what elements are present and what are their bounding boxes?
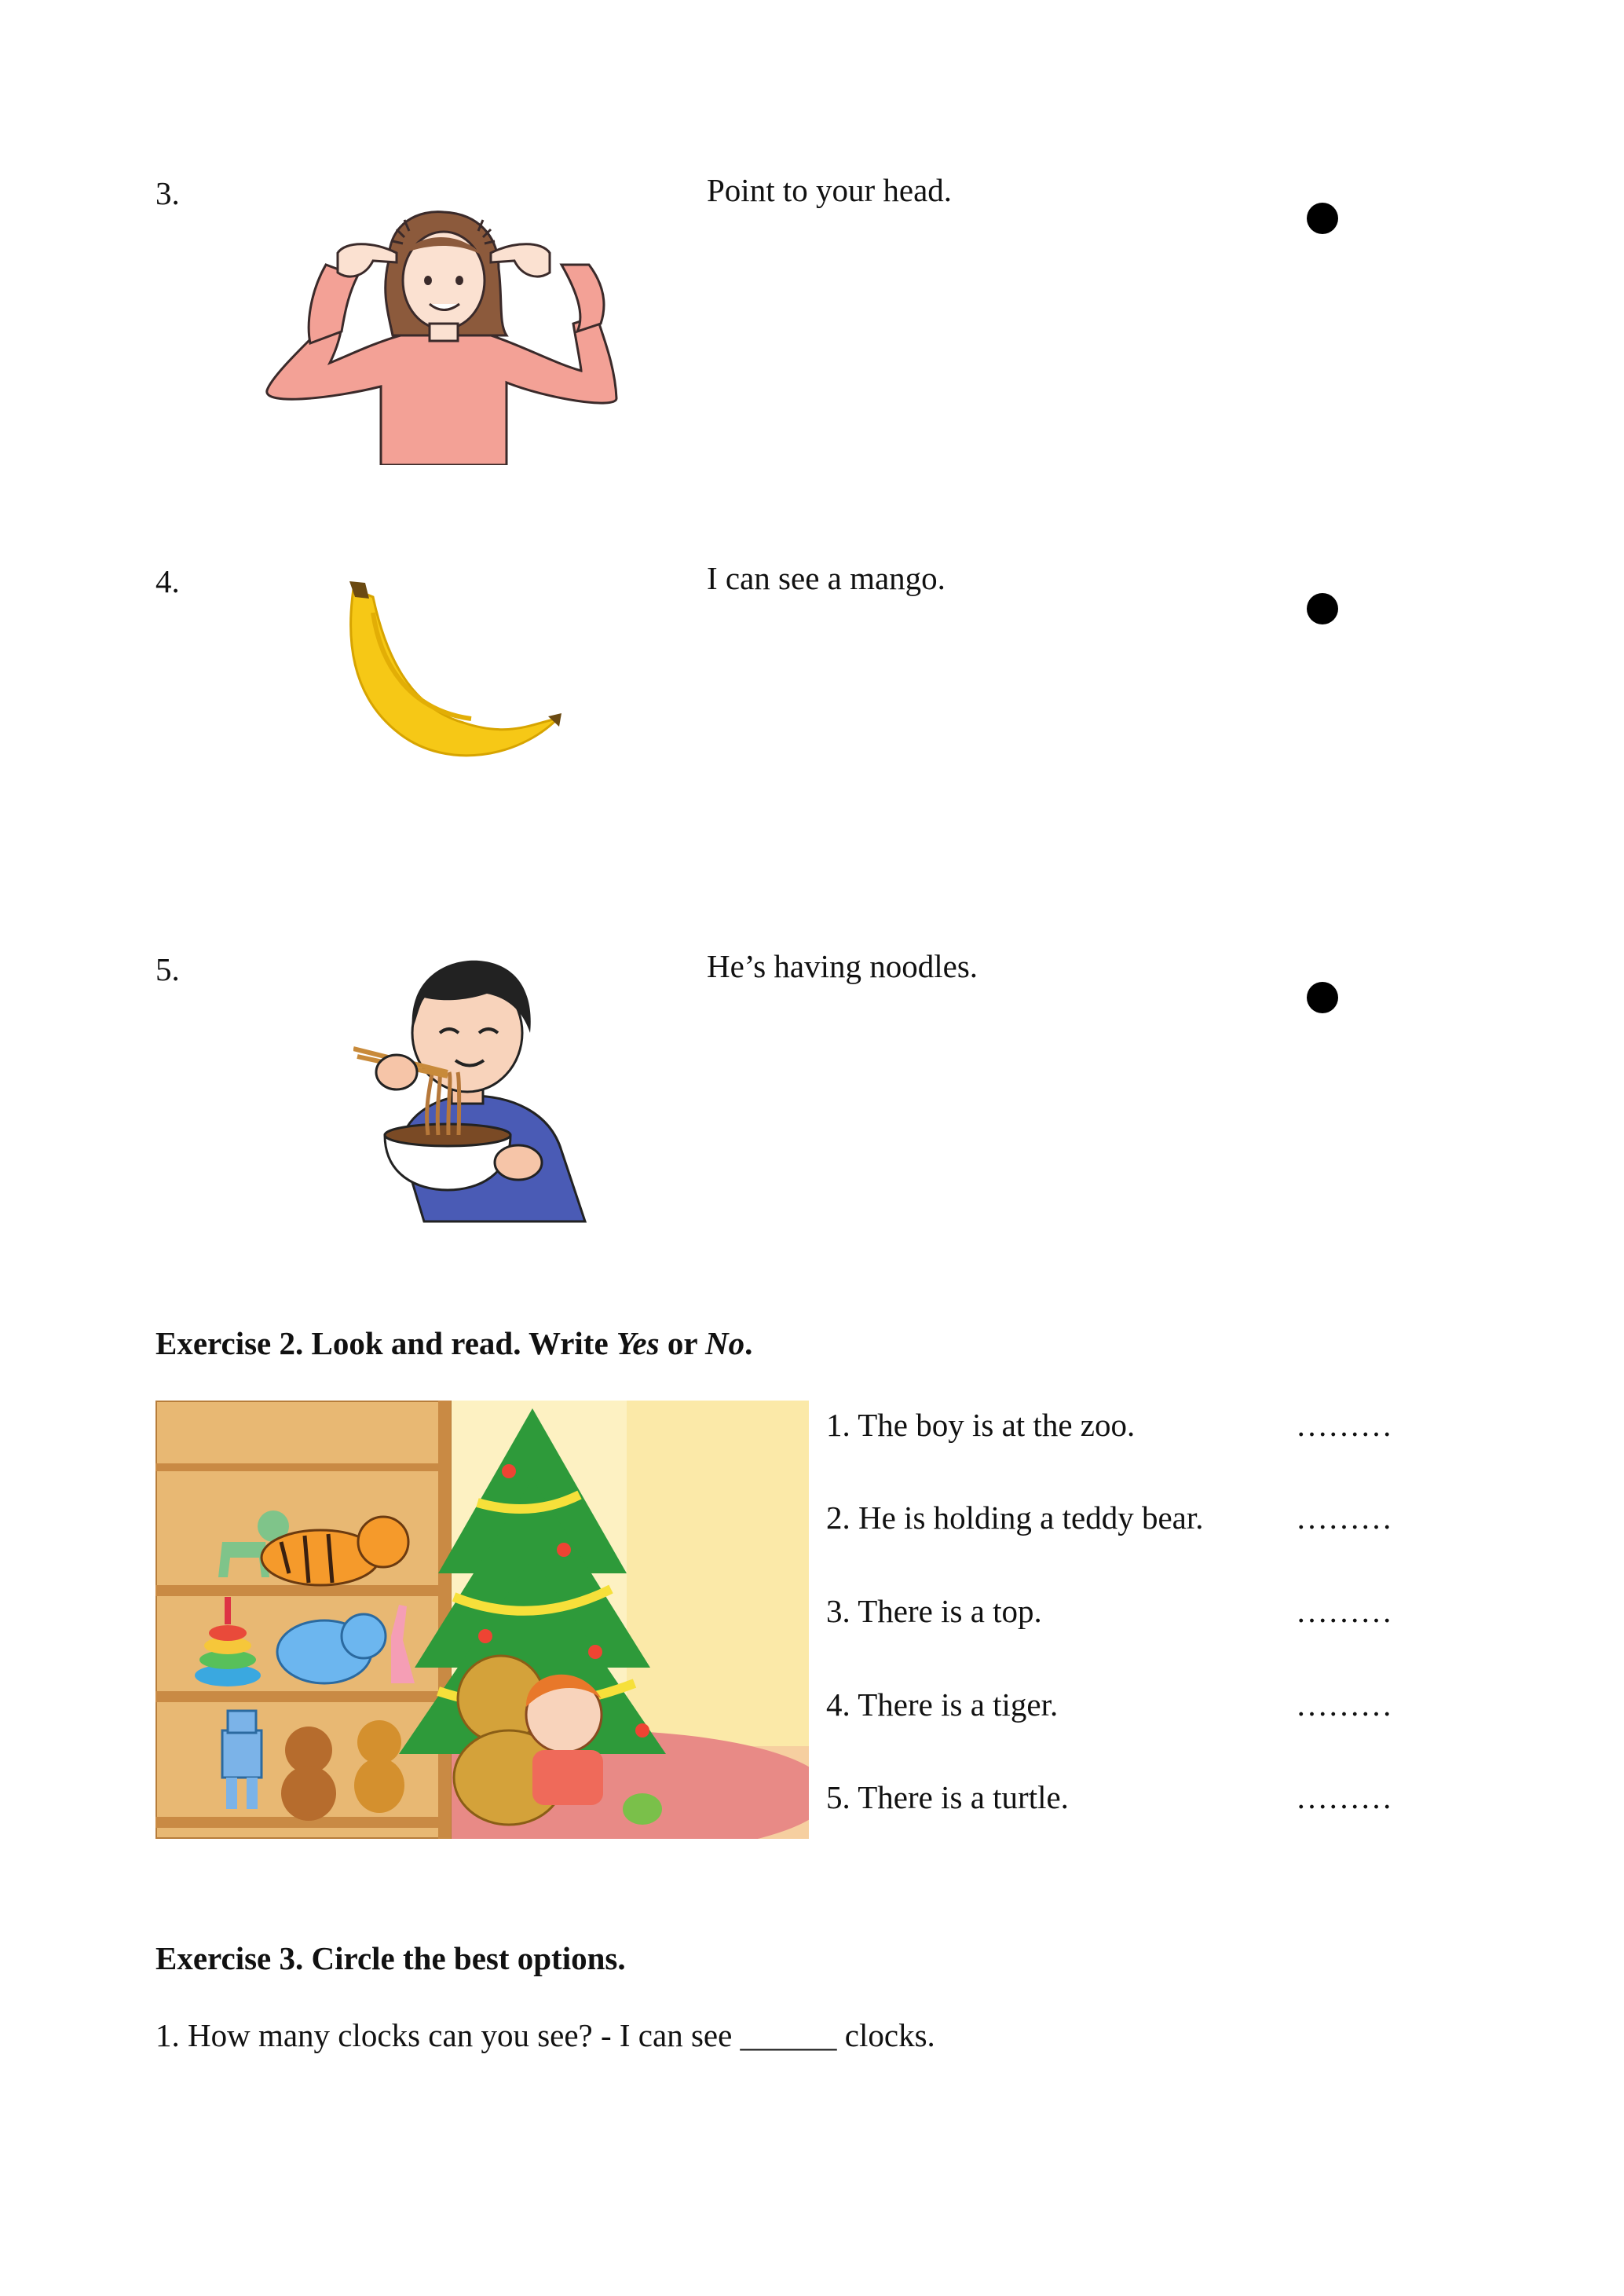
answer-blank[interactable]: ………: [1296, 1407, 1392, 1443]
matching-dot[interactable]: [1307, 982, 1338, 1013]
heading-yes: Yes: [616, 1325, 660, 1361]
heading-end: .: [744, 1325, 753, 1361]
banana-image: [338, 581, 565, 770]
question-text: 2. He is holding a teddy bear.: [826, 1500, 1204, 1536]
exercise-3-heading: Exercise 3. Circle the best options.: [155, 1940, 626, 1976]
sentence: He’s having noodles.: [707, 948, 978, 984]
heading-or: or: [659, 1325, 706, 1361]
boy-eating-noodles-image: [353, 954, 589, 1225]
item-number: 5.: [155, 951, 180, 987]
question-text: 4. There is a tiger.: [826, 1686, 1059, 1723]
heading-text: Exercise 2. Look and read. Write: [155, 1325, 616, 1361]
exercise-2-heading: [155, 1324, 752, 1362]
item-number: 4.: [155, 563, 180, 599]
sentence: Point to your head.: [707, 172, 953, 208]
answer-blank[interactable]: ………: [1296, 1779, 1392, 1815]
sentence: I can see a mango.: [707, 560, 946, 596]
woman-pointing-head-image: [263, 206, 624, 465]
question-text: 1. How many clocks can you see? - I can see ______ clocks.: [155, 2017, 935, 2053]
answer-blank[interactable]: ………: [1296, 1500, 1392, 1536]
answer-blank[interactable]: ………: [1296, 1686, 1392, 1723]
item-number: 3.: [155, 175, 180, 211]
answer-blank[interactable]: ………: [1296, 1593, 1392, 1629]
question-text: 3. There is a top.: [826, 1593, 1042, 1629]
matching-dot[interactable]: [1307, 203, 1338, 234]
heading-no: No: [705, 1325, 745, 1361]
matching-dot[interactable]: [1307, 593, 1338, 624]
toys-christmas-tree-image: [155, 1401, 809, 1839]
question-text: 5. There is a turtle.: [826, 1779, 1069, 1815]
question-text: 1. The boy is at the zoo.: [826, 1407, 1136, 1443]
